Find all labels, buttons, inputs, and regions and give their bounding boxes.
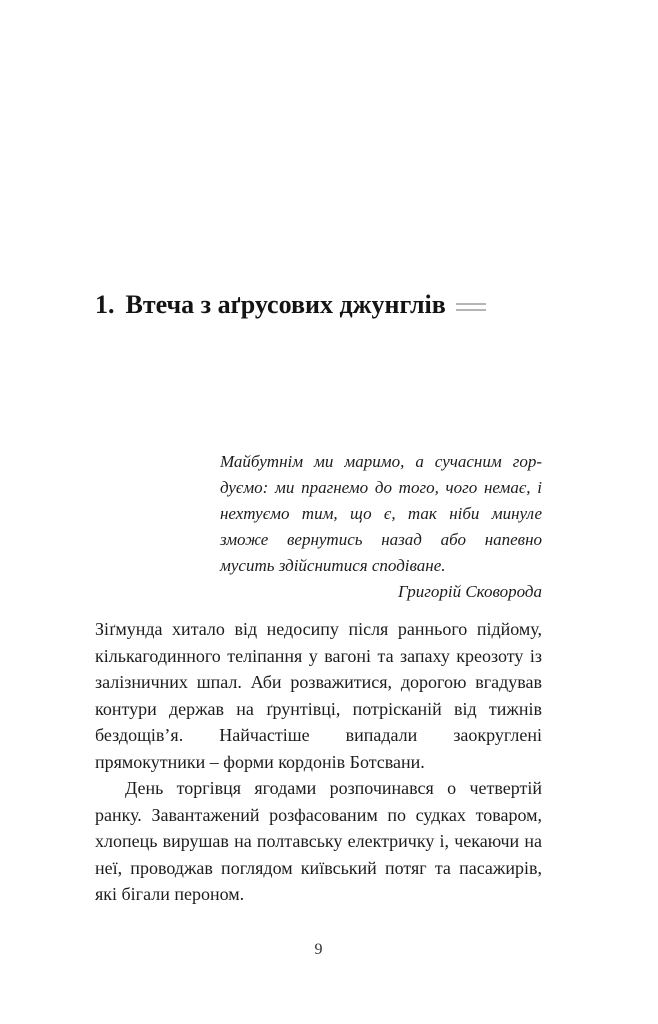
epigraph bbox=[220, 449, 542, 605]
chapter-heading bbox=[95, 289, 598, 320]
body-text bbox=[95, 616, 542, 908]
epigraph-text: Майбутнім ми маримо, а сучасним гордуємо: ми прагнемо до того, чого немає, і нехтуємо тим, що є, так ніби минуле зможе вернутись назад або напевно мусить здійснитися сподіване. bbox=[220, 452, 542, 575]
double-line-ornament-icon bbox=[456, 303, 486, 311]
chapter-number: 1. bbox=[95, 290, 115, 319]
epigraph-author: Григорій Сковорода bbox=[398, 582, 542, 601]
page-number: 9 bbox=[314, 941, 323, 958]
chapter-title: Втеча з аґрусових джунглів bbox=[125, 290, 446, 319]
paragraph: День торгівця ягодами розпочинався о четвертій ранку. Завантажений розфасованим по судках товаром, хлопець вирушав на полтавську електричку і, чекаючи на неї, проводжав поглядом київський потяг та пасажирів, які бігали пероном. bbox=[95, 778, 542, 904]
paragraph: Зіґмунда хитало від недосипу після раннього підйому, кількагодинного теліпання у вагоні та запаху креозоту із залізничних шпал. Аби розважитися, дорогою вгадував контури держав на ґрунтівці, потрісканій від тижнів бездощів’я. Найчастіше випадали заокруглені прямокутники – форми кордонів Ботсвани. bbox=[95, 619, 542, 772]
